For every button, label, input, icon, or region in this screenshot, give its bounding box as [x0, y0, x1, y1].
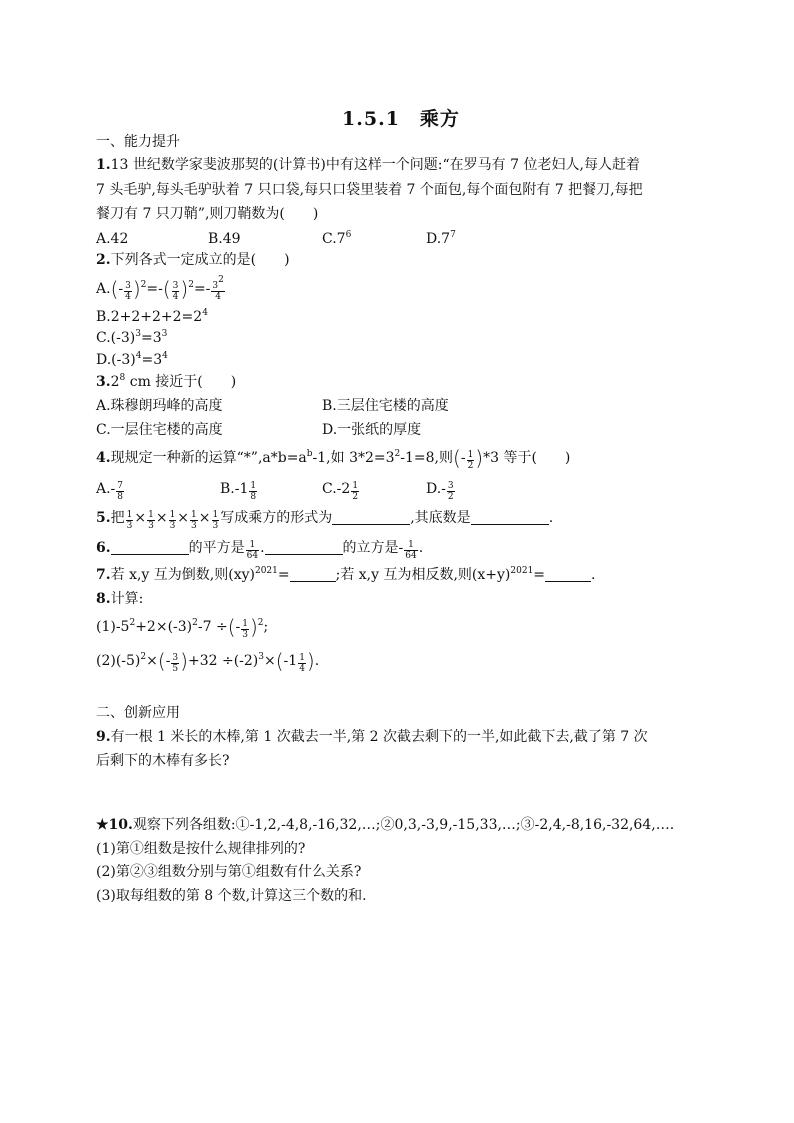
question-2-option-b: $B.2+2+2+2=2^4$ — [96, 308, 208, 325]
question-3-option-c: C.一层住宅楼的高度 — [96, 422, 223, 438]
question-4-option-a: A.- $\frac{7}{8}$ — [96, 481, 124, 502]
question-9-line-2: 后剩下的木棒有多长? — [96, 753, 230, 769]
page-title: 1.5.1 乘方 — [342, 108, 460, 130]
fraction: $\frac{7}{8}$ — [117, 481, 124, 502]
fraction: $\frac{3}{4}$ — [172, 281, 179, 302]
fraction: $\frac{3^2}{4}$ — [212, 275, 224, 302]
question-4-option-c: C.-2 $\frac{1}{2}$ — [322, 481, 359, 502]
answer-blank[interactable] — [332, 510, 410, 525]
question-8-stem: 8.计算: — [96, 591, 144, 607]
question-3-option-b: B.三层住宅楼的高度 — [322, 398, 449, 414]
question-8-part-2: $(2)(-5)^2\times(-$ $\frac{3}{5}$ )$+32 \div(-2)^3\times(-1$ $\frac{1}{4}$ ). — [96, 649, 320, 674]
fraction: $\frac{1}{2}$ — [352, 481, 359, 502]
fraction: $\frac{1}{8}$ — [250, 481, 257, 502]
question-2-option-d: $D.(-3)^4=3^4$ — [96, 351, 168, 368]
question-3-stem: $3.2^8$ cm 接近于( ) — [96, 373, 237, 390]
question-4-stem: 4.现规定一种新的运算“$*”,a*b=a^b-1$,如 $3*2=3^2-1=8$,则(- $\frac{1}{2}$ )*3 等于( ) — [96, 446, 571, 471]
question-1-line-1: 1.13 世纪数学家斐波那契的(计算书)中有这样一个问题:“在罗马有 7 位老妇人,每人赶着 — [96, 157, 640, 173]
question-10-part-2: (2)第②③组数分别与第①组数有什么关系? — [96, 864, 362, 880]
question-5: 5.把 $\frac{1}{3}$ × $\frac{1}{3}$ × $\frac{1}{3}$ × $\frac{1}{3}$ × $\frac{1}{3}$ 写成乘方的形式为 ,其底数是 . — [96, 510, 554, 531]
question-3-option-a: A.珠穆朗玛峰的高度 — [96, 398, 223, 414]
fraction: $\frac{1}{2}$ — [467, 450, 474, 471]
question-1-option-a: A.42 — [96, 231, 129, 247]
fraction: $\frac{3}{2}$ — [447, 481, 454, 502]
answer-blank[interactable] — [111, 540, 189, 555]
question-6: 6. 的平方是 $\frac{1}{64}$ . 的立方是- $\frac{1}{64}$ . — [96, 540, 424, 561]
question-4-option-b: B.-1 $\frac{1}{8}$ — [220, 481, 257, 502]
answer-blank[interactable] — [545, 567, 591, 582]
question-3-option-d: D.一张纸的厚度 — [322, 422, 422, 438]
answer-blank[interactable] — [290, 567, 336, 582]
fraction: $\frac{3}{4}$ — [125, 281, 131, 302]
question-10-part-1: (1)第①组数是按什么规律排列的? — [96, 841, 306, 857]
answer-blank[interactable] — [265, 540, 343, 555]
question-7: 7.若 x,y 互为倒数,则(xy)$^{2021}$= ;若 x,y 互为相反数,则$(x+y)^{2021}=$ . — [96, 566, 596, 583]
question-1-line-3: 餐刀有 7 只刀鞘”,则刀鞘数为( ) — [96, 206, 319, 222]
question-4-option-d: D.- $\frac{3}{2}$ — [426, 481, 454, 502]
question-8-part-1: $(1)-5^2+2\times(-3)^2-7$ ÷(- $\frac{1}{3}$ )$^2$; — [96, 615, 269, 640]
question-10-part-3: (3)取每组数的第 8 个数,计算这三个数的和. — [96, 888, 367, 904]
question-2-stem: 2.下列各式一定成立的是( ) — [96, 252, 290, 268]
question-2-option-c: $C.(-3)^3=3^3$ — [96, 329, 168, 346]
question-1-option-b: B.49 — [208, 231, 241, 247]
question-9-line-1: 9.有一根 1 米长的木棒,第 1 次截去一半,第 2 次截去剩下的一半,如此截下去,截了第 7 次 — [96, 729, 648, 745]
question-1-option-d: $D.7^7$ — [426, 230, 456, 247]
question-1-option-c: $C.7^6$ — [322, 230, 352, 247]
question-2-option-a: A.(- $\frac{3}{4}$ )$^2$=-( $\frac{3}{4}$ )$^2$=- $\frac{3^2}{4}$ — [96, 275, 224, 302]
question-1-line-2: 7 头毛驴,每头毛驴驮着 7 只口袋,每只口袋里装着 7 个面包,每个面包附有 7 把餐刀,每把 — [96, 182, 643, 198]
question-10-stem: ★10.观察下列各组数:①-1,2,-4,8,-16,32,…;②0,3,-3,9,-15,33,…;③-2,4,-8,16,-32,64,…. — [96, 817, 675, 833]
section-heading-2: 二、创新应用 — [96, 705, 180, 721]
answer-blank[interactable] — [471, 510, 549, 525]
section-heading-1: 一、能力提升 — [96, 134, 180, 150]
